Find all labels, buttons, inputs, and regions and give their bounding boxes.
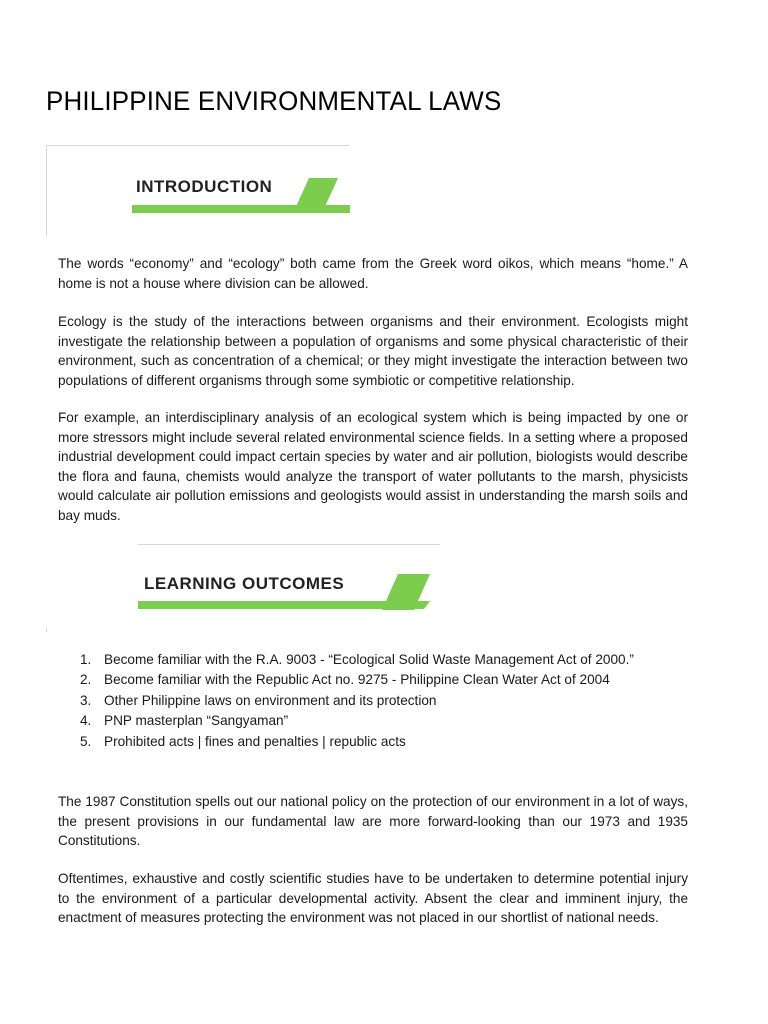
list-item (58, 670, 698, 690)
list-item-number: 5. (80, 733, 92, 749)
list-item-number: 4. (80, 713, 92, 729)
list-item-number: 3. (80, 692, 92, 708)
list-item-number: 1. (80, 652, 92, 667)
learning-outcomes-banner (46, 544, 440, 632)
introduction-banner-label: INTRODUCTION (136, 177, 273, 196)
learning-outcomes-list (58, 650, 698, 752)
closing-paragraph-2: Oftentimes, exhaustive and costly scientific studies have to be undertaken to determine potential injury to the environment of a particular developmental activity. Absent the clear and imminent injury, the enactment of measures protecting the environment was not placed in our shortlist of national needs. (58, 871, 688, 926)
list-item-text: Prohibited acts | fines and penalties | republic acts (104, 733, 406, 749)
list-item (58, 732, 698, 752)
page-title: PHILIPPINE ENVIRONMENTAL LAWS (46, 86, 502, 116)
list-item-text: Become familiar with the Republic Act no. 9275 - Philippine Clean Water Act of 2004 (104, 672, 610, 688)
list-item-text: Become familiar with the R.A. 9003 - “Ecological Solid Waste Management Act of 2000.” (104, 652, 634, 667)
learning-outcomes-banner-label: LEARNING OUTCOMES (144, 574, 345, 593)
intro-paragraph-1: The words “economy” and “ecology” both came from the Greek word oikos, which means “home.” A home is not a house where division can be allowed. (58, 256, 688, 291)
list-item-text: PNP masterplan “Sangyaman” (104, 713, 289, 729)
list-item-text: Other Philippine laws on environment and its protection (104, 692, 437, 708)
closing-paragraph-1: The 1987 Constitution spells out our national policy on the protection of our environment in a lot of ways, the present provisions in our fundamental law are more forward-looking than our 1973 and 1935 Constitutions. (58, 794, 688, 849)
list-item (58, 650, 698, 670)
intro-paragraph-3: For example, an interdisciplinary analysis of an ecological system which is being impacted by one or more stressors might include several related environmental science fields. In a setting where a proposed industrial development could impact certain species by water and air pollution, biologists would describe the flora and fauna, chemists would analyze the transport of water pollutants to the marsh, physicists would calculate air pollution emissions and geologists would assist in understanding the marsh soils and bay muds. (58, 410, 688, 523)
intro-paragraph-2: Ecology is the study of the interactions between organisms and their environment. Ecologists might investigate the relationship between a population of organisms and some physical characteristic of their environment, such as concentration of a chemical; or they might investigate the interaction between two populations of different organisms through some symbiotic or competitive relationship. (58, 314, 688, 388)
list-item (58, 711, 698, 731)
list-item-number: 2. (80, 672, 92, 688)
introduction-banner (46, 145, 350, 237)
list-item (58, 691, 698, 711)
